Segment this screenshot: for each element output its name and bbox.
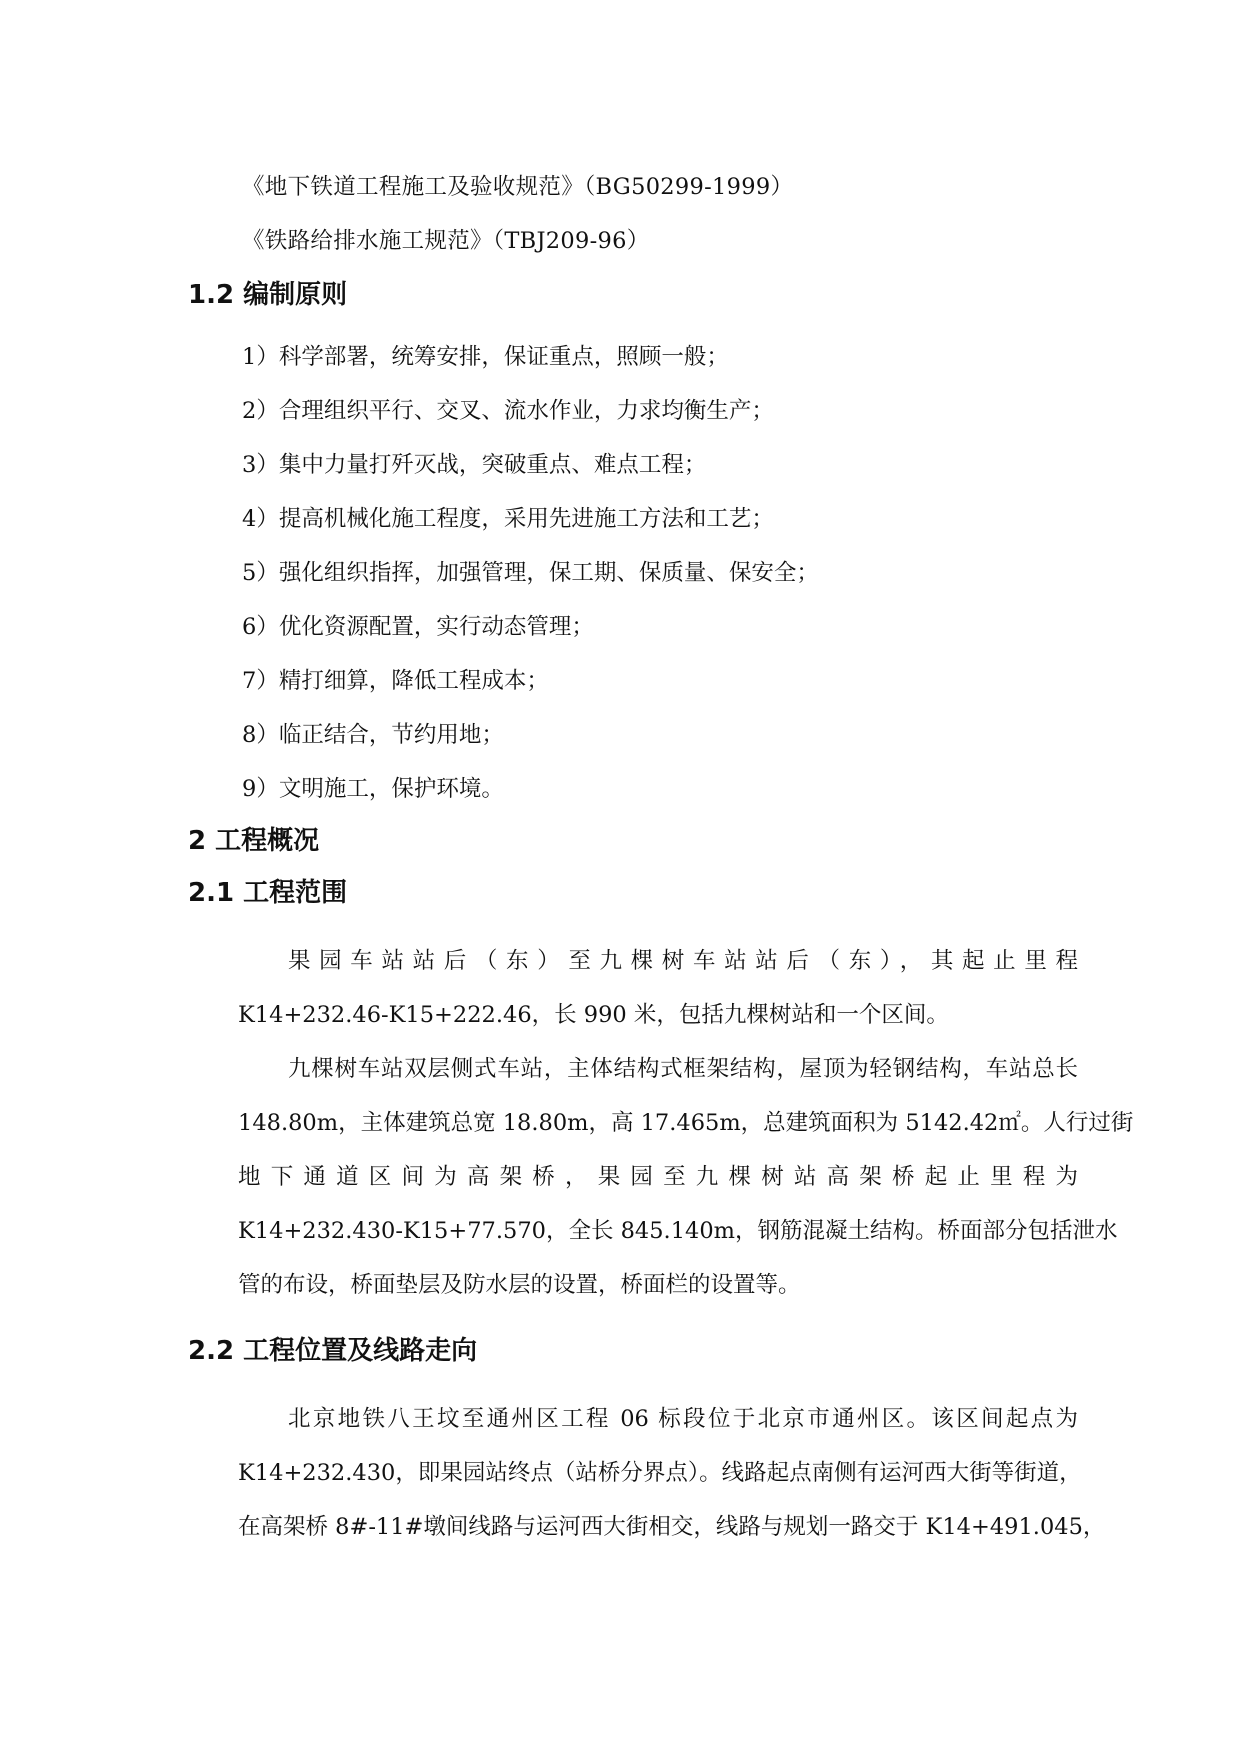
reference-line: 《铁路给排水施工规范》（TBJ209-96） <box>242 228 650 254</box>
paragraph-line: K14+232.46-K15+222.46，长 990 米，包括九棵树站和一个区间。 <box>238 1002 949 1028</box>
location-paragraph <box>188 1392 1106 1554</box>
principle-item: 2）合理组织平行、交叉、流水作业，力求均衡生产； <box>242 398 774 424</box>
section-heading-1-2: 1.2 编制原则 <box>188 280 348 310</box>
paragraph-line: K14+232.430，即果园站终点（站桥分界点）。线路起点南侧有运河西大街等街道， <box>238 1460 1082 1486</box>
paragraph-line: 地下通道区间为高架桥，果园至九棵树站高架桥起止里程为 <box>238 1164 1078 1190</box>
station-paragraph <box>188 1042 1134 1312</box>
reference-line: 《地下铁道工程施工及验收规范》（BG50299-1999） <box>242 174 794 200</box>
section-heading-2-1: 2.1 工程范围 <box>188 878 348 908</box>
paragraph-line: 九棵树车站双层侧式车站，主体结构式框架结构，屋顶为轻钢结构，车站总长 <box>288 1056 1078 1082</box>
principle-item: 5）强化组织指挥，加强管理，保工期、保质量、保安全； <box>242 560 819 586</box>
principle-item: 9）文明施工，保护环境。 <box>242 776 504 802</box>
principle-item: 8）临正结合，节约用地； <box>242 722 504 748</box>
paragraph-line: 管的布设，桥面垫层及防水层的设置，桥面栏的设置等。 <box>238 1272 801 1298</box>
principle-item: 3）集中力量打歼灭战，突破重点、难点工程； <box>242 452 707 478</box>
paragraph-line: 北京地铁八王坟至通州区工程 06 标段位于北京市通州区。该区间起点为 <box>288 1406 1078 1432</box>
principle-item: 4）提高机械化施工程度，采用先进施工方法和工艺； <box>242 506 774 532</box>
section-heading-2: 2 工程概况 <box>188 826 320 856</box>
principle-item: 6）优化资源配置，实行动态管理； <box>242 614 594 640</box>
paragraph-line: 148.80m，主体建筑总宽 18.80m，高 17.465m，总建筑面积为 5142.42㎡。人行过街 <box>238 1110 1134 1136</box>
paragraph-line: 在高架桥 8#-11#墩间线路与运河西大街相交，线路与规划一路交于 K14+491.045， <box>238 1514 1106 1540</box>
document-content <box>188 160 1134 1554</box>
paragraph-line: 果园车站站后（东）至九棵树车站站后（东），其起止里程 <box>288 948 1078 974</box>
principle-item: 7）精打细算，降低工程成本； <box>242 668 549 694</box>
principle-item: 1）科学部署，统筹安排，保证重点，照顾一般； <box>242 344 729 370</box>
scope-paragraph <box>188 934 1078 1042</box>
section-heading-2-2: 2.2 工程位置及线路走向 <box>188 1336 478 1366</box>
paragraph-line: K14+232.430-K15+77.570，全长 845.140m，钢筋混凝土结构。桥面部分包括泄水 <box>238 1218 1118 1244</box>
